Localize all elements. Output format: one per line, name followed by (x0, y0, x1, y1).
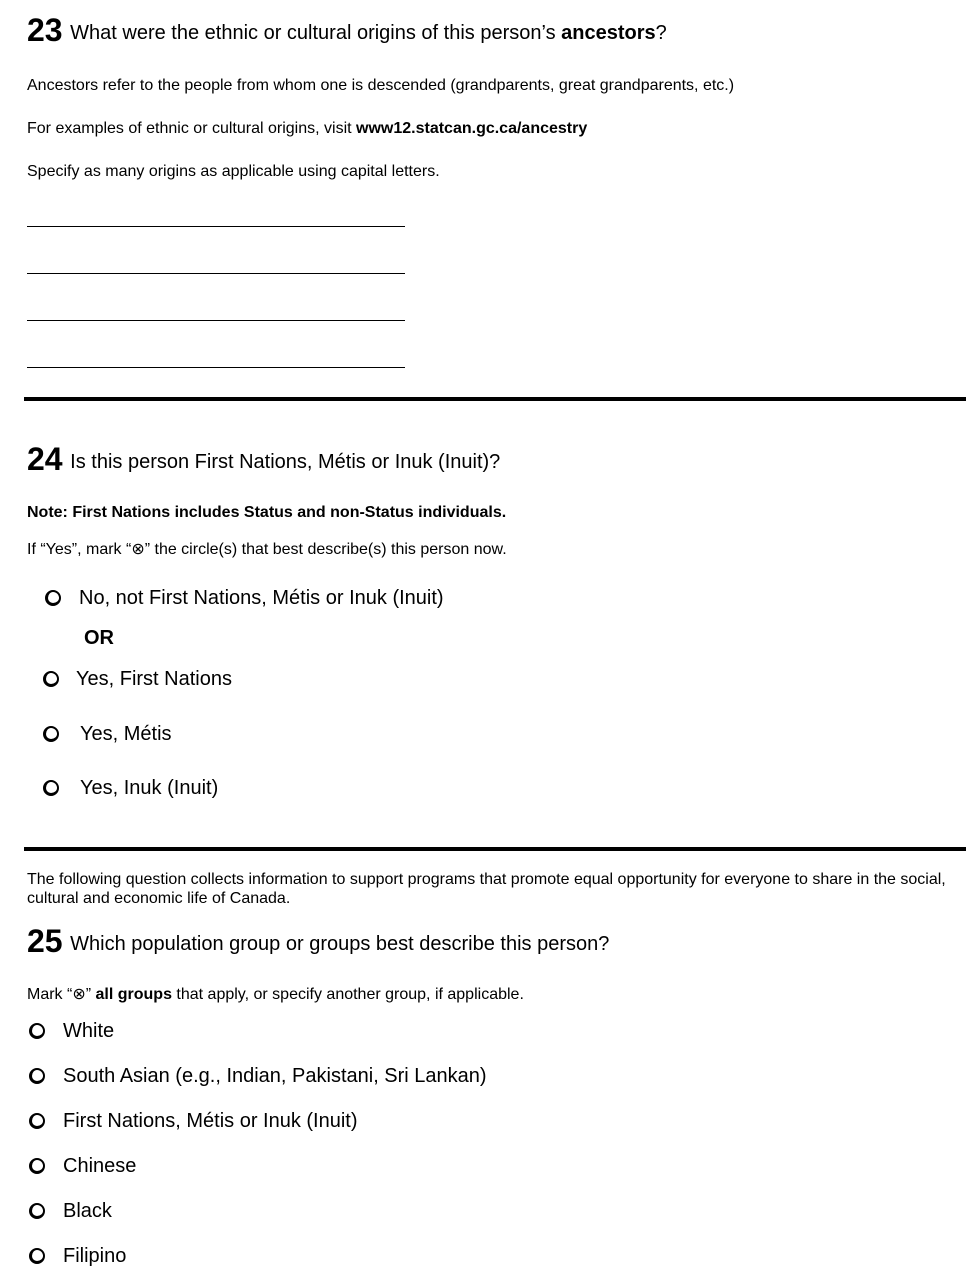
q24-option-yes-inuk-label: Yes, Inuk (Inuit) (80, 777, 219, 799)
q25-heading (27, 923, 610, 959)
radio-circle-icon[interactable] (29, 1203, 45, 1219)
q25-option-filipino-label: Filipino (63, 1245, 127, 1267)
radio-circle-icon[interactable] (45, 590, 61, 606)
q25-instruction-bold: all groups (95, 986, 172, 1003)
q24-option-yes-metis-label: Yes, Métis (80, 723, 172, 745)
q24-heading (27, 441, 501, 477)
q23-heading (27, 12, 667, 48)
q25-instruction-post: that apply, or specify another group, if applicable. (171, 986, 524, 1003)
q23-question-text (70, 22, 667, 44)
q23-definition: Ancestors refer to the people from whom one is descended (grandparents, great grandparents, etc.) (27, 77, 735, 94)
section-divider-2 (24, 847, 966, 851)
q25-question-text: Which population group or groups best describe this person? (70, 933, 610, 955)
q24-instruction: If “Yes”, mark “⊗” the circle(s) that best describe(s) this person now. (27, 541, 507, 558)
q24-number: 24 (27, 441, 63, 477)
radio-circle-icon[interactable] (29, 1023, 45, 1039)
q25-number: 25 (27, 923, 63, 959)
q24-or-label: OR (84, 627, 114, 649)
q25-option-filipino[interactable] (29, 1243, 126, 1269)
radio-circle-icon[interactable] (29, 1068, 45, 1084)
q23-instruction: Specify as many origins as applicable using capital letters. (27, 163, 440, 180)
q25-preamble: The following question collects information to support programs that promote equal opportunity for everyone to share in the social, cultural and economic life of Canada. (27, 871, 946, 907)
q23-answer-line-3[interactable] (27, 320, 405, 321)
q23-question-bold: ancestors (561, 22, 656, 44)
q25-option-first-nations[interactable] (29, 1108, 358, 1134)
q24-note: Note: First Nations includes Status and non-Status individuals. (27, 504, 507, 521)
q25-option-first-nations-label: First Nations, Métis or Inuk (Inuit) (63, 1110, 358, 1132)
q23-examples (27, 119, 587, 139)
radio-circle-icon[interactable] (29, 1113, 45, 1129)
q24-option-yes-inuk[interactable] (43, 775, 218, 801)
q23-answer-line-1[interactable] (27, 226, 405, 227)
q25-option-south-asian[interactable] (29, 1063, 487, 1089)
section-divider-1 (24, 397, 966, 401)
q24-option-yes-metis[interactable] (43, 721, 172, 747)
q25-option-black[interactable] (29, 1198, 112, 1224)
q23-question-post: ? (655, 22, 667, 44)
q23-examples-text: For examples of ethnic or cultural origins, visit (27, 120, 357, 137)
q25-option-white-label: White (63, 1020, 115, 1042)
q25-option-south-asian-label: South Asian (e.g., Indian, Pakistani, Sri Lankan) (63, 1065, 487, 1087)
q24-question-text: Is this person First Nations, Métis or Inuk (Inuit)? (70, 451, 501, 473)
radio-circle-icon[interactable] (29, 1248, 45, 1264)
q24-option-no-label: No, not First Nations, Métis or Inuk (Inuit) (79, 587, 444, 609)
q23-question-pre: What were the ethnic or cultural origins of this person’s (70, 22, 562, 44)
q25-option-white[interactable] (29, 1018, 114, 1044)
q25-instruction (27, 985, 524, 1005)
q24-option-yes-first-nations[interactable] (43, 666, 232, 692)
q23-answer-line-4[interactable] (27, 367, 405, 368)
q25-option-black-label: Black (63, 1200, 112, 1222)
q23-answer-line-2[interactable] (27, 273, 405, 274)
q25-option-chinese-label: Chinese (63, 1155, 137, 1177)
q24-option-yes-first-nations-label: Yes, First Nations (76, 668, 232, 690)
q25-instruction-pre: Mark “⊗” (27, 986, 96, 1003)
radio-circle-icon[interactable] (29, 1158, 45, 1174)
q25-option-chinese[interactable] (29, 1153, 136, 1179)
radio-circle-icon[interactable] (43, 671, 59, 687)
radio-circle-icon[interactable] (43, 726, 59, 742)
q23-examples-link[interactable]: www12.statcan.gc.ca/ancestry (356, 120, 588, 137)
radio-circle-icon[interactable] (43, 780, 59, 796)
q24-option-no[interactable] (45, 585, 444, 611)
q23-number: 23 (27, 12, 63, 48)
